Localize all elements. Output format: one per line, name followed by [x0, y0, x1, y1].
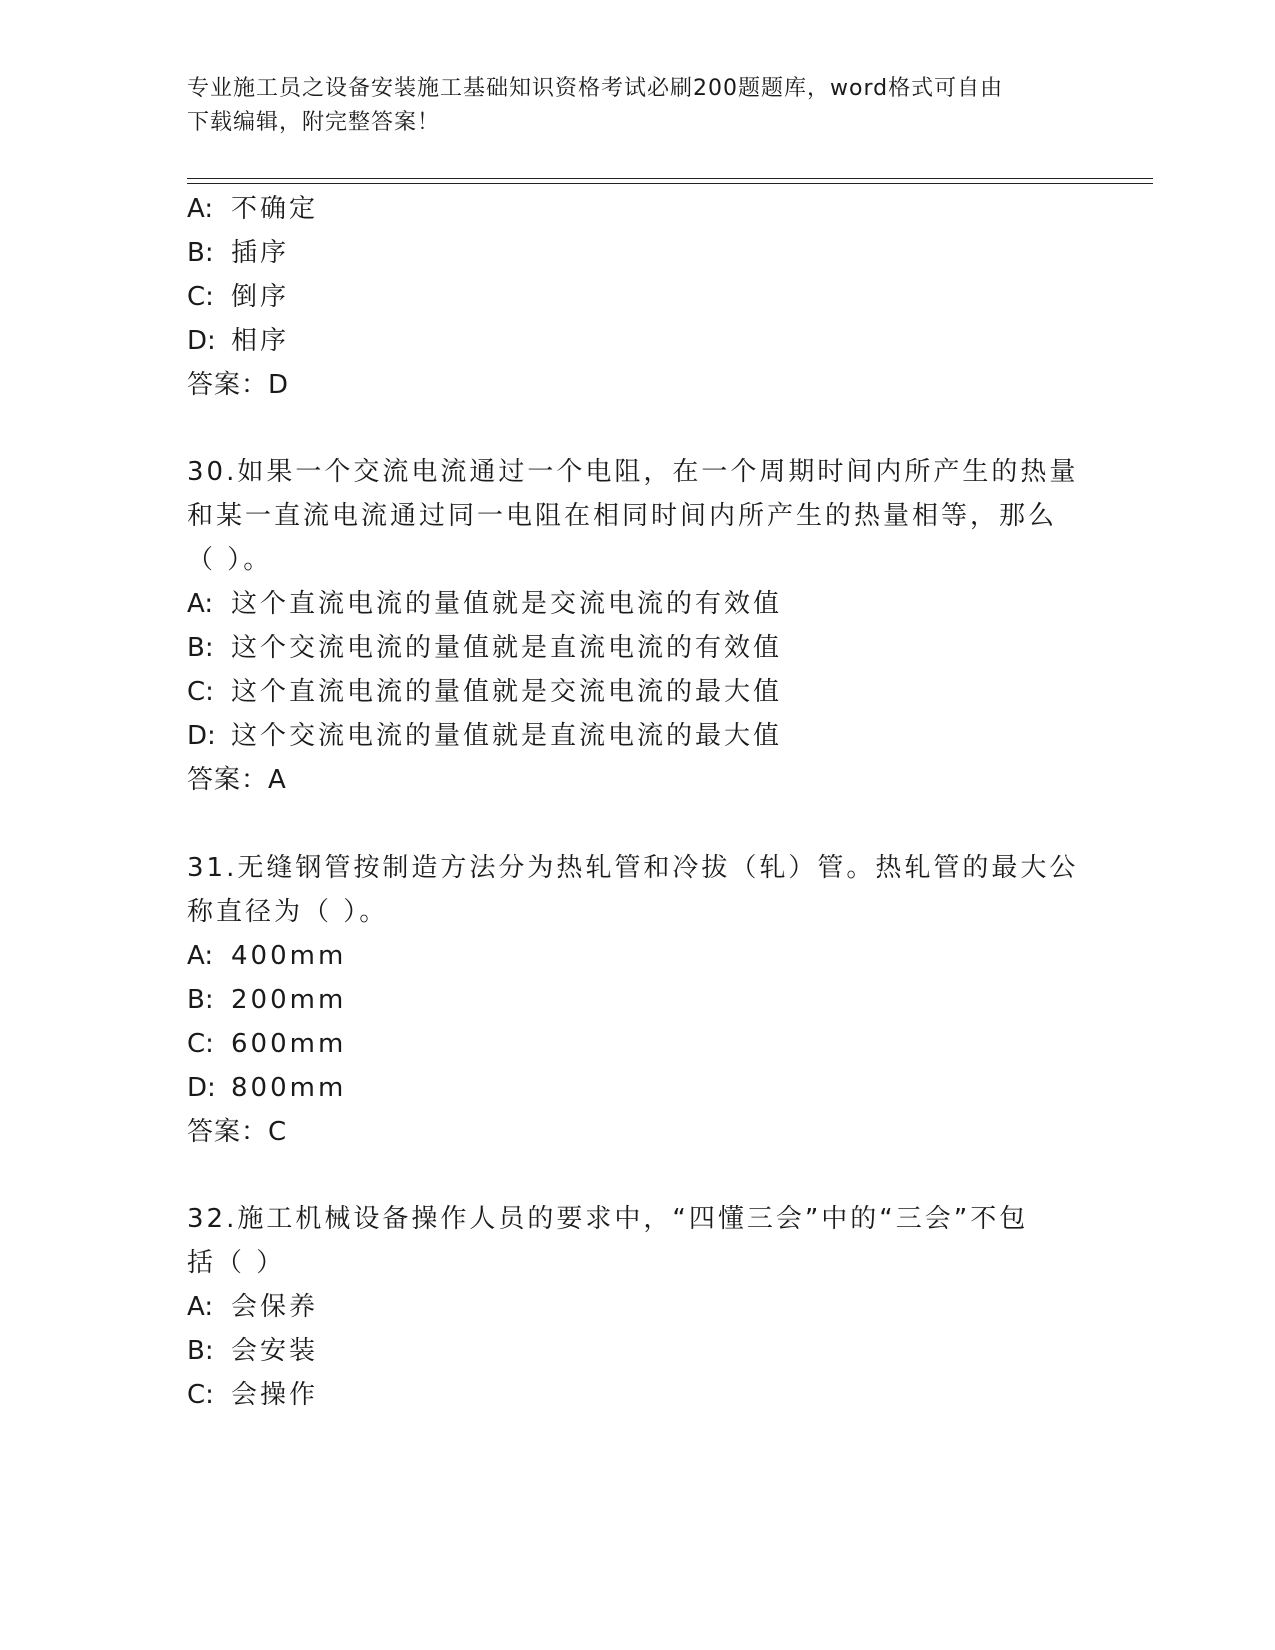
option-text: 会操作: [231, 1380, 319, 1410]
q31-option-b: [187, 984, 346, 1016]
q30-stem-line-2: 和某一直流电流通过同一电阻在相同时间内所产生的热量相等，那么: [187, 501, 1058, 531]
q30-option-c: [187, 676, 782, 708]
q30-stem-line-1: 30.如果一个交流电流通过一个电阻，在一个周期时间内所产生的热量: [187, 457, 1079, 487]
option-key: D:: [187, 326, 216, 356]
option-text: 200mm: [231, 985, 347, 1015]
header-divider-bottom: [187, 183, 1153, 184]
q32-stem-line-1: 32.施工机械设备操作人员的要求中，“四懂三会”中的“三会”不包: [187, 1204, 1029, 1234]
option-key: D:: [187, 1073, 216, 1103]
option-key: C:: [187, 1380, 214, 1410]
option-key: B:: [187, 985, 214, 1015]
q29-option-b: [187, 237, 289, 269]
header-divider-top: [187, 178, 1153, 179]
option-text: 倒序: [231, 282, 290, 312]
option-key: B:: [187, 633, 214, 663]
q32-option-c: [187, 1379, 318, 1411]
q30-answer: 答案：A: [187, 765, 287, 795]
q30-option-d: [187, 720, 782, 752]
option-text: 这个交流电流的量值就是直流电流的最大值: [231, 721, 783, 751]
option-key: C:: [187, 1029, 214, 1059]
q32-stem-line-2: 括（ ）: [187, 1248, 286, 1278]
option-text: 这个交流电流的量值就是直流电流的有效值: [231, 633, 783, 663]
option-text: 会安装: [231, 1336, 319, 1366]
q31-option-d: [187, 1072, 346, 1104]
q31-stem-line-1: 31.无缝钢管按制造方法分为热轧管和冷拔（轧）管。热轧管的最大公: [187, 853, 1079, 883]
q30-option-b: [187, 632, 782, 664]
header-line-1: 专业施工员之设备安装施工基础知识资格考试必刷200题题库，word格式可自由: [187, 76, 1004, 101]
q31-option-a: [187, 940, 346, 972]
option-key: A:: [187, 589, 214, 619]
header-line-2: 下载编辑，附完整答案！: [187, 110, 441, 135]
option-text: 不确定: [231, 194, 319, 224]
option-text: 600mm: [231, 1029, 347, 1059]
q30-stem-line-3: （ ）。: [187, 545, 273, 575]
document-header: [187, 72, 1067, 140]
q31-option-c: [187, 1028, 346, 1060]
q32-option-b: [187, 1335, 318, 1367]
q29-answer: 答案：D: [187, 370, 290, 400]
option-text: 这个直流电流的量值就是交流电流的最大值: [231, 677, 783, 707]
option-key: A:: [187, 194, 214, 224]
option-text: 这个直流电流的量值就是交流电流的有效值: [231, 589, 783, 619]
option-key: D:: [187, 721, 216, 751]
option-text: 会保养: [231, 1292, 319, 1322]
q32-option-a: [187, 1291, 318, 1323]
q31-stem-line-2: 称直径为（ ）。: [187, 897, 389, 927]
option-text: 相序: [231, 326, 290, 356]
option-text: 插序: [231, 238, 290, 268]
q31-answer: 答案：C: [187, 1117, 288, 1147]
option-key: C:: [187, 282, 214, 312]
option-text: 800mm: [231, 1073, 347, 1103]
option-key: B:: [187, 238, 214, 268]
option-key: A:: [187, 941, 214, 971]
option-key: B:: [187, 1336, 214, 1366]
option-text: 400mm: [231, 941, 347, 971]
q29-option-d: [187, 325, 289, 357]
q29-option-c: [187, 281, 289, 313]
q29-option-a: [187, 193, 318, 225]
option-key: A:: [187, 1292, 214, 1322]
q30-option-a: [187, 588, 782, 620]
option-key: C:: [187, 677, 214, 707]
